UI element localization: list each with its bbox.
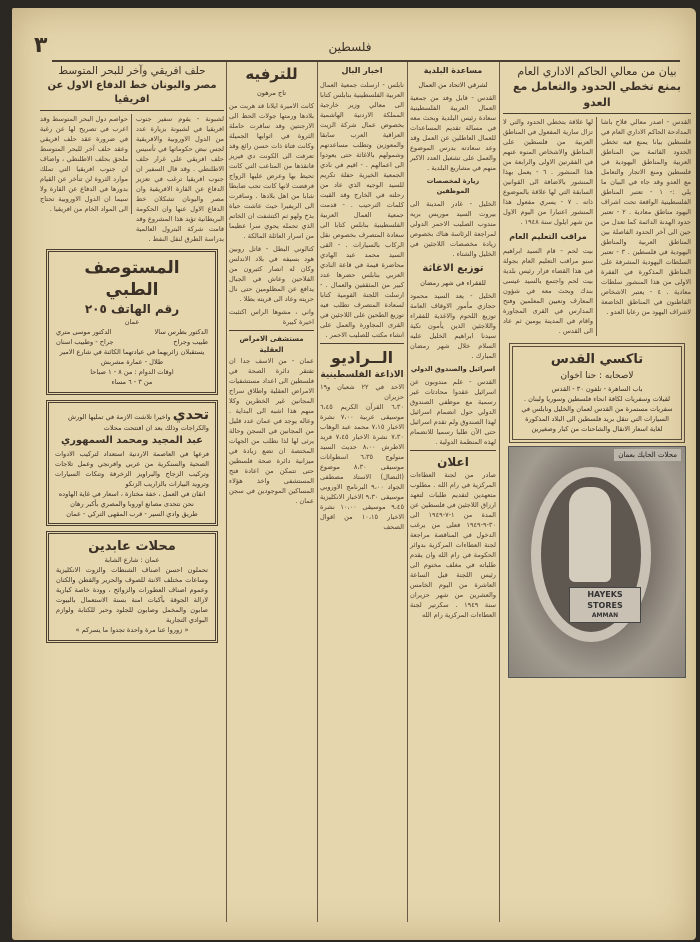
ad-title: تحدي xyxy=(172,406,209,423)
doctor-name: الدكتور بطرس سالا xyxy=(154,327,208,336)
ad-text: واخيرا تلاشت الازمة في تمليها الورش والكراجات وذلك بعد ان افتتحت محلات xyxy=(67,412,209,432)
abdeen-stores-ad xyxy=(46,531,218,643)
left-article xyxy=(40,110,224,244)
doctor-specialty: جراح - وطبيب اسنان xyxy=(56,337,114,346)
subheading: زيارة لمخصصات الموظفين xyxy=(426,177,480,195)
right-column xyxy=(503,64,691,678)
article-body: القدس - علم مندوبون عن اسرائيل عقدوا محادثات غير رسمية مع موظفي الصندوق الدولي حول انضمام اسرائيل لهذا الصندوق ولم تقدم اسرائيل حتى الآن طلبا رسميا للانضمام لهذه المنظمة الدولية . xyxy=(410,378,496,446)
ad-text: اتقان في العمل ، خفة مختارة ، اسعار في غاية الهاوده xyxy=(58,489,206,498)
clinic-address: يستقبلان زائريهما في عيادتهما الكائنة في شارع الامير طلال - عمارة مشربش xyxy=(59,347,205,366)
radio-subheadline: الاذاعة الفلسطينية xyxy=(320,370,404,381)
radio-schedule: ٦،٣٠ القرآن الكريم ٦،٤٥ موسيقى عربية ٧،٠٠ نشرة الاخبار ٧،١٥ محمد عبد الوهاب ٧،٣٠ نشرة الاخبار ٧،٤٥ فريد الاطرش ٨،٠٠ حديث السيد منولوج ٦،٣٥ اسطوانات موسيقى ٨،٣٠ موضوع (النضال) الاستاذ مصطفى الجواد ٩،٠٠ البرنامج الاوروبي موسيقى ٩،٣٠ الاخبار الانكليزية ٩،٤٥ موسيقى ١٠،٠٠ نشرة الاخبار ١٠،١٥ من اقوال الصحف xyxy=(320,403,404,532)
article-body: الخليل - يعد السيد محمود حجازي مأمور الاوقاف العامة توزيع اللحوم والاغذية للفقراء واللاجئين الذين يأمون تكية سيدنا ابراهيم الخليل عليه السلام خلال شهر رمضان المبارك . xyxy=(410,292,496,360)
label-text: HAYEKS xyxy=(587,590,623,600)
article-subcolumn xyxy=(601,117,691,317)
label-text: AMMAN xyxy=(591,612,619,620)
ad-owners: لاصحابه : حنا اخوان xyxy=(560,371,634,382)
article-body: القدس - اصدر معالي فلاح باشا المدادحة الحاكم الاداري العام في فلسطين بيانا يمنع فيه تخطي الحدود القائمة بين المناطق العربية والمناطق اليهودية في فلسطين ومنع الاتجار والتعامل مع العدو وقد جاء في البيان ما يلي :- ١ - تعتبر المناطق الفلسطينية الواقعة تحت اشراف اليهود مناطق معادية . ٢ - تعتبر حدود الهدنة الدائمة كما تعدل من حين الى آخر الحدود الفاصلة بين المناطق العربية والمناطق اليهودية في فلسطين . ٣ - تعتبر السلطات اليهودية المشرفة على المناطق المذكورة في الفقرة الاولى من هذا المنشور سلطات معادية . ٤ - يعتبر الاشخاص القاطنون في المناطق الخاضعة لاشراف اليهود من رعايا العدو . xyxy=(601,118,692,317)
ad-owners: عبد المجيد ومحمد السمهوري xyxy=(60,434,204,446)
column-divider xyxy=(499,62,500,922)
ad-title: المستوصف الطبي xyxy=(84,257,180,300)
column-divider xyxy=(407,62,408,922)
subheadline: مصر واليونان خط الدفاع الاول عن افريقيا xyxy=(47,79,217,105)
subheading: اسرائيل والصندوق الدولي xyxy=(410,365,496,373)
ad-title: تاكسي القدس xyxy=(550,352,644,368)
clinic-hours: من ٣ - ٦ مساء xyxy=(111,377,153,386)
ad-title: محلات عابدين xyxy=(88,538,176,554)
article-body: واني ، مشوها الراس اكتئبت اخيرة كبيرة xyxy=(229,308,314,326)
ad-body: لقيلات وسفريات لكافة انحاء فلسطين وسوريا ولبنان . سفريات مستمرة من القدس لعمان والخليل ونابلس في السيارات التي تنقل بريد فلسطين الى البلاد المذكورة لغاية اسعار الانقال والشاحنات من كبار وصغيرين xyxy=(521,395,673,434)
article-body: عمان - من الاسف جدا ان تفتقر دائرة الصحة في فلسطين الى اعداد مستشفيات الامراض العقلية واطلاق سراح المجانين غير الخطرين وكلا منهم هذا اشبه الى البداية . وعاله يوجد في عمان عدد قليل من المجانين في السجن وحالة يرثى لها لذا نطلب من الجهات المختصة ان تضع زيادة في ميزانية دائرة صحة فلسطين حتى تتمكن من اعادة فتح المستشفى واخذ هؤلاء المساكين الموجودين في سجن عمان . xyxy=(229,357,314,505)
tender-notice xyxy=(410,450,496,620)
subheadline: لشرقي الاتحاد من العمال xyxy=(418,81,488,89)
hospital-article xyxy=(229,330,314,506)
label-text: STORES xyxy=(587,601,623,611)
headline: اخبار البال xyxy=(341,66,383,75)
ad-address: عمان : شارع الشابة xyxy=(104,555,160,564)
municipal-column xyxy=(410,64,496,620)
subheadline: للفقراء في شهر رمضان xyxy=(420,279,486,287)
article-body: الخليل - غادر المدينة الى بيروت السيد موريس بريه مندوب الصليب الاحمر الدولي لمراجعة الرئاسة هناك بخصوص زيادة مخصصات اللاجئين في الخليل والشتاء . xyxy=(410,200,496,258)
radio-headline: الــراديو xyxy=(330,348,394,367)
ad-banner: محلات الحايك بعمان xyxy=(614,449,681,461)
header-rule xyxy=(52,60,680,62)
store-label xyxy=(569,587,641,623)
doctor-name: الدكتور موسى متري xyxy=(56,327,112,336)
article-body: بيت لحم - قام السيد ابراهيم سنو مراقب التعليم العام بجولة في هذا القضاء فزار رئيس بلدية بيت لحم واجتمع بالسيد عيسى بندك وبحث معه في شؤون المعارف وتعيين المعلمين وفتح المدارس في القرى المجاورة واقام في المدينة يومين ثم عاد الى القدس . xyxy=(503,247,593,336)
article-subcolumn xyxy=(503,117,597,336)
hayeks-stores-ad xyxy=(508,446,686,678)
article-body: لشبونة - يقوم سفير جنوب افريقيا في لشبونة بزيارة عدد من الدول الاوروبية والافريقية لجس نبض حكوماتها في تأسيس حلف افريقي على غرار حلف الاطلنطي . وقد قال السفير ان جنوب افريقيا ترغب في تعزيز الدفاع عن القارة الافريقية وان مصر واليونان تشكلان خط الدفاع الاول عنها وان الحكومة البريطانية تؤيد هذا المشروع وقد قامت شركة البترول العالمية بدراسة الطرق لنقل النفط . xyxy=(136,114,224,243)
article-body: لها علاقة بتخطي الحدود والتي لا تزال سارية المفعول في المناطق العربية من فلسطين على المناطق والاشخاص المنوه عنهم في الفقرتين الاولى والرابعة من هذا المنشور . ٦ - يعمل بهذا المنشور بالاضافة الى القوانين السابقة التي لها علاقة بالموضوع ذاته . ٧ - يسري مفعول هذا المنشور اعتبارا من اليوم الاول من شهر ايلول سنة ١٩٤٨ . xyxy=(503,118,593,227)
entertainment-column xyxy=(229,64,314,506)
subheading: مراقب التعليم العام xyxy=(509,232,587,242)
column-divider xyxy=(317,62,318,922)
ad-text: نحن نتحدى مصانع اوروبا والمصري بأكبر رهان xyxy=(70,499,194,508)
article-body: نابلس - ارسلت جمعية العمال العربية الفلسطينية بنابلس كتابا الى معالي وزير خارجية المملكة الاردنية الهاشمية بخصوص عمال شركة الزيت العراقية العرب سابقا والمعوزين وتطلب مساعدتهم وشمولهم بالاغاثة حتى يعودوا الى اعمالهم . - اقيم في نادي الجمعية الخيرية حفلة تكريم للسيد الوجيه الذي عاد من رحلته في الخارج وقد القيت كلمات الترحيب . - قدمت جمعية العمال العربية الفلسطينية بنابلس كتابا الى سعادة المتصرف بخصوص نقل الركاب بالسيارات . - القى السيد محمد عبد الهادي محاضرة قيمة في قاعة النادي العربي بنابلس حضرها عدد كبير من المثقفين والعمال . - ارسلت اللجنة القومية كتابا لسعادة المتصرف تطلب فيه توزيع الطحين على اللاجئين في القرى المجاورة والعمل على انشاء مكتب للصليب الاحمر . xyxy=(320,81,404,339)
headline: حلف افريقي وآخر للبحر المتوسط xyxy=(58,65,206,77)
article-body: القدس - قابل وفد من جمعية العمال العربية الفلسطينية سعادة رئيس البلدية وبحث معه في مسالة تقديم المساعدات للعمال العاطلين عن العمل وقد وعد سعادته بدرس الموضوع والعمل على تشغيل العدد الاكبر منهم في مشاريع البلدية . xyxy=(410,94,496,172)
masthead-title: فلسطين xyxy=(328,40,372,54)
fashion-model-illustration xyxy=(569,487,611,582)
clinic-city: عمان xyxy=(124,317,140,326)
jerusalem-taxi-ad xyxy=(509,343,685,443)
subheading: توزيع الاغاثة xyxy=(422,263,484,274)
ad-body: فرعها في العاصمة الاردنية استعداد لتركيب الادوات الصحية والسنكرية من عربي وافرنجي وعمل تلاجات وتركيب الزجاج والبراويز الزخرفة وتنكات السيارات وترويد البيارات بالزاريب الزنكو xyxy=(55,449,209,488)
subheading: مستشفى الامراض العقلية xyxy=(239,335,304,354)
left-article-header xyxy=(40,64,224,107)
subheadline: بمنع تخطي الحدود والتعامل مع العدو xyxy=(513,80,681,109)
left-column xyxy=(40,64,224,643)
clinic-hours: اوقات الدوام : من ٨ - ١ صباحا xyxy=(90,367,174,376)
doctor-specialty: طبيب وجراح xyxy=(173,337,208,346)
ad-body: تحملون احسن اصناف الشنطات والزوت الانكليزية وساعات مختلف الانتة للصوف والحرير والقطن والكتان وعموم اصناف العطورات والزوائح ، وودة خاصة كبارية لازالة الجوقة بأكبات امنة بسنة الاستعمال بالبيوت صابون والمخمل وصابون للجلود وحبر للكتابة ولوازم البوادي التجارية xyxy=(56,565,208,624)
radio-section xyxy=(320,343,404,532)
headline: مساعدة البلدية xyxy=(423,66,483,75)
article-subcolumn xyxy=(136,114,224,244)
headline: للترفيه xyxy=(245,65,298,83)
radio-date: الاحد في ٢٢ شعبان و١٩ حزيران xyxy=(320,383,404,402)
ad-address: طريق وادي السير - قرب المقهى التركي - عمان xyxy=(66,509,198,518)
clinic-ad xyxy=(46,249,218,395)
article-body: حواصم دول البحر المتوسط وقد اعرب في تصريح لها عن رغبة في ضرورة عقد حلف افريقي وعقد حلف آخر للبحر المتوسط ملحق بحلف الاطلنطي ، واضاف ان جنوب افريقيا التي تملك موارد الثروة لن تتأخر عن القيام بدورها في الدفاع عن القارة ولا سيما ان الدول الاوروبية تحتاج الى المواد الخام من افريقيا . xyxy=(40,114,128,213)
headline: بيان من معالي الحاكم الاداري العام xyxy=(517,65,677,78)
notice-body: صادر من لجنة العطاءات المركزية في رام الله . مطلوب متعهدين لتقديم طلبات لتعهد ارزاق اللاجئين في فلسطين عن المدة من ١-٧-١٩٤٩ الى ٣٠-٩-١٩٤٩ فعلى من يرغب الدخول في المناقصة مراجعة لجنة العطاءات المركزية بدوائر الحكومة في رام الله وان يقدم طلباته في مغلف مختوم الى رئيس اللجنة قبل الساعة العاشرة من اليوم الخامس والعشرين من شهر حزيران سنة ١٩٤٩ . سكرتير لجنة العطاءات المركزية رام الله xyxy=(410,471,497,619)
nablus-column xyxy=(320,64,404,532)
notice-title: اعلان xyxy=(437,455,469,469)
plumbing-ad xyxy=(46,400,218,526)
column-divider xyxy=(226,62,227,922)
right-article-header xyxy=(503,64,691,110)
ad-slogan: « زوروا عنا مرة واحدة تجدوا ما يسركم » xyxy=(75,625,189,634)
byline: تاج مرهون xyxy=(256,89,287,97)
clinic-phone: رقم الهاتف ٢٠٥ xyxy=(84,301,180,316)
ad-address: باب الساهرة - تلفون ٣٠ - القدس xyxy=(551,385,643,394)
article-body: كتالوني البطل - قاتل روبين هود بسيفه في بلاد الاندلس وكان له انصار كثيرون من الفلاحين وعاش في الجبال يدافع عن المظلومين حتى نال حريته وعاد الى قريته بطلا . xyxy=(229,245,314,303)
page-number: ٣ xyxy=(34,33,48,58)
article-body: كانت الاميرة ايلانا قد هربت من بلادها ورمتها جولات الحظ الى الارجنتين وقد سافرت حاملة الثروة في اثوابها الجميلة وكانت فتاة ذات حسن رائع وقد تعرفت الى الكونت دي فيريز فانقذها من المتاعب التي كانت تحيط بها وعرض عليها الزواج فرفضت لانها كانت تحب ضابطا شابا من اهل بلادها . وسافرت الى الريفيرا حيث عاشت حياة بذخ ولهو ثم اكتشفت ان الخاتم الذي تحمله يحوي سرا عظيما من اسرار العائلة المالكة . xyxy=(229,102,314,240)
article-subcolumn xyxy=(40,114,132,214)
right-article xyxy=(503,113,691,336)
